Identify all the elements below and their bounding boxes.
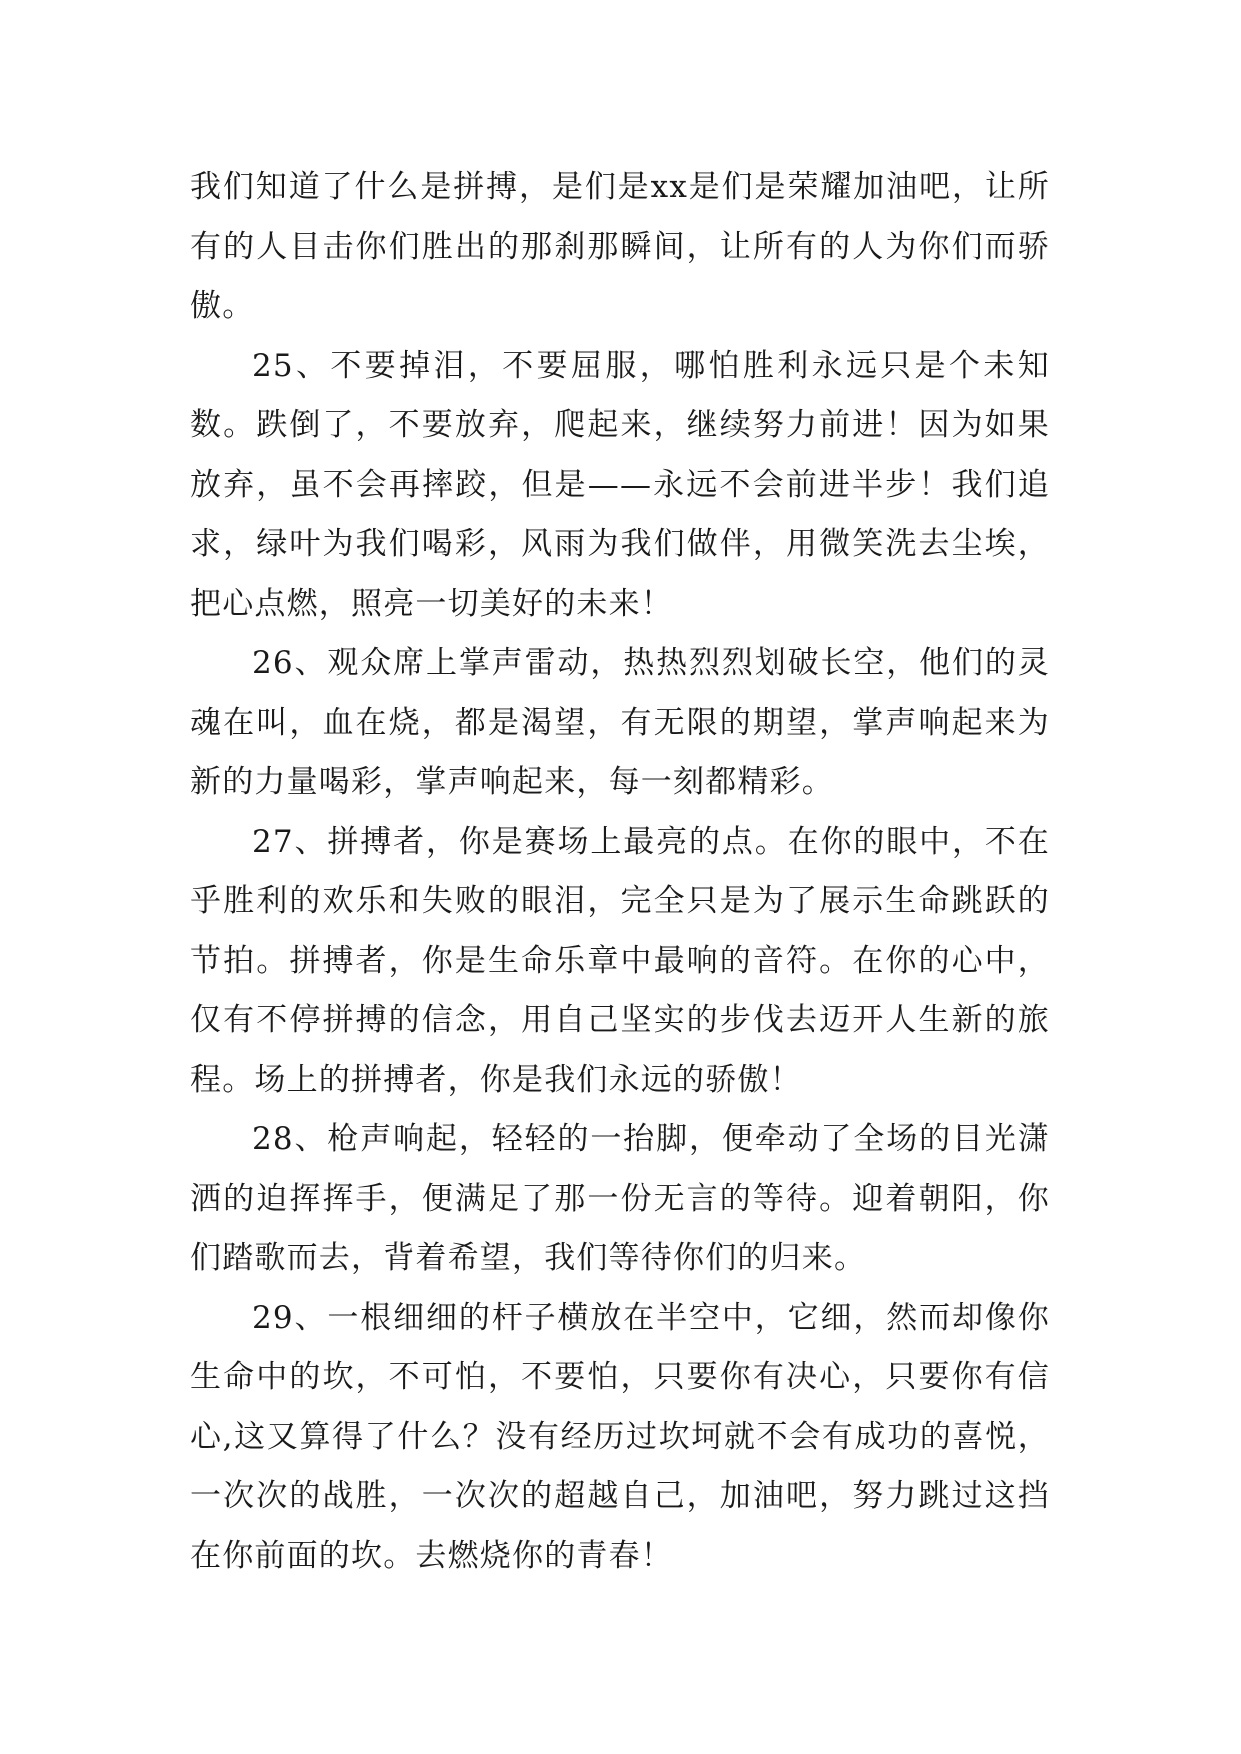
paragraph-27: 27、拼搏者，你是赛场上最亮的点。在你的眼中，不在乎胜利的欢乐和失败的眼泪，完全只是为了展示生命跳跃的节拍。拼搏者，你是生命乐章中最响的音符。在你的心中，仅有不停拼搏的信念，用自己坚实的步伐去迈开人生新的旅程。场上的拼搏者，你是我们永远的骄傲！ [190,823,1050,1098]
paragraph-29: 29、一根细细的杆子横放在半空中，它细，然而却像你生命中的坎，不可怕，不要怕，只要你有决心，只要你有信心,这又算得了什么？没有经历过坎坷就不会有成功的喜悦，一次次的战胜，一次次的超越自己，加油吧，努力跳过这挡在你前面的坎。去燃烧你的青春！ [190,1299,1050,1574]
paragraph-26: 26、观众席上掌声雷动，热热烈烈划破长空，他们的灵魂在叫，血在烧，都是渴望，有无限的期望，掌声响起来为新的力量喝彩，掌声响起来，每一刻都精彩。 [190,645,1050,800]
paragraph-intro: 我们知道了什么是拼搏，是们是xx是们是荣耀加油吧，让所有的人目击你们胜出的那刹那瞬间，让所有的人为你们而骄傲。 [190,169,1050,324]
document-body [190,158,1050,1586]
paragraph-28: 28、枪声响起，轻轻的一抬脚，便牵动了全场的目光潇洒的迫挥挥手，便满足了那一份无言的等待。迎着朝阳，你们踏歌而去，背着希望，我们等待你们的归来。 [190,1121,1050,1276]
paragraph-25: 25、不要掉泪，不要屈服，哪怕胜利永远只是个未知数。跌倒了，不要放弃，爬起来，继续努力前进！因为如果放弃，虽不会再摔跤，但是——永远不会前进半步！我们追求，绿叶为我们喝彩，风雨为我们做伴，用微笑洗去尘埃，把心点燃，照亮一切美好的未来！ [190,347,1050,622]
